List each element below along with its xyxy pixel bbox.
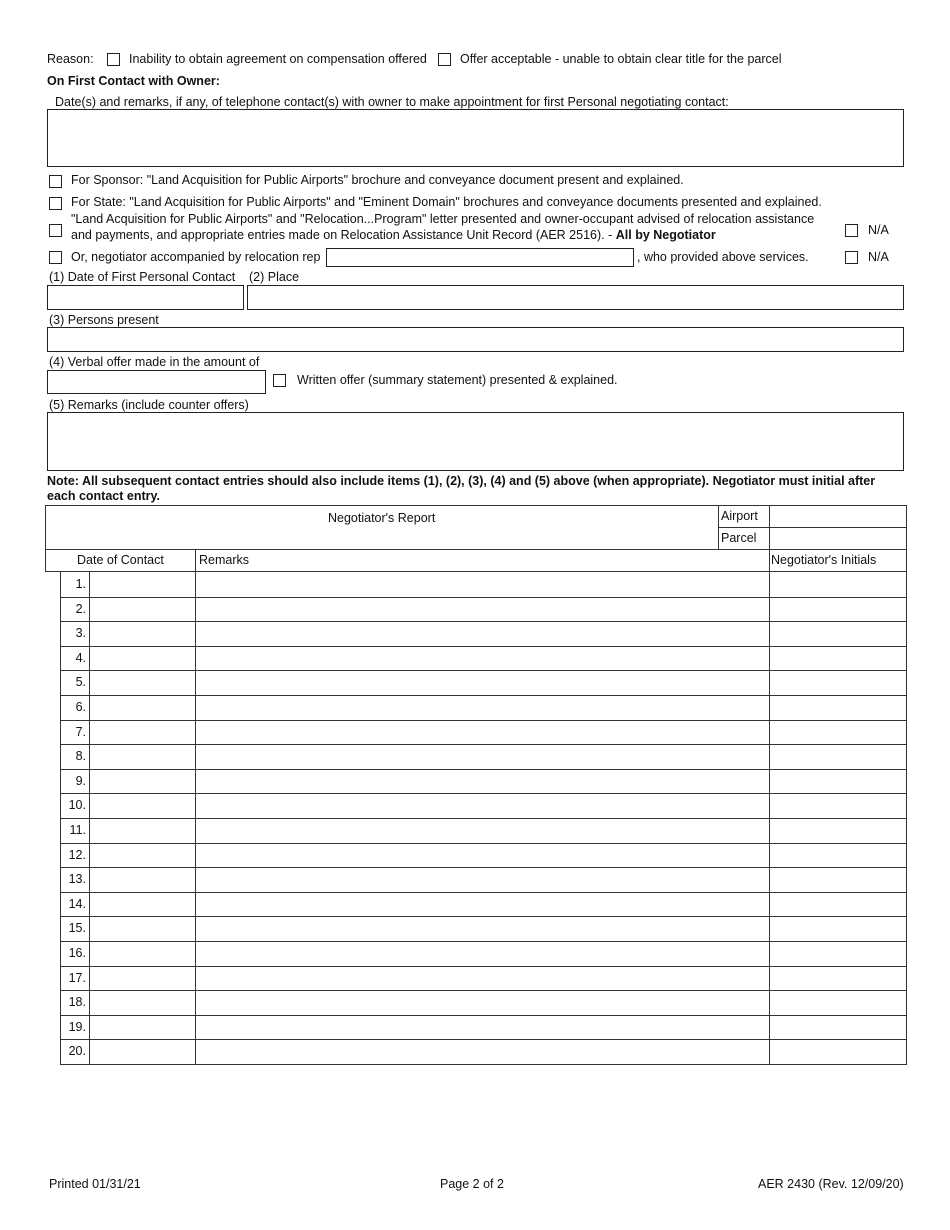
remarks-cell[interactable] (196, 844, 768, 867)
date-first-contact-input[interactable] (47, 285, 244, 310)
relocation-checkbox[interactable] (49, 224, 62, 237)
state-checkbox[interactable] (49, 197, 62, 210)
row-number: 6. (75, 700, 86, 714)
relocation-rep-label: Or, negotiator accompanied by relocation rep (71, 250, 321, 264)
date-cell[interactable] (90, 598, 194, 621)
remarks-cell[interactable] (196, 967, 768, 990)
note-line2: each contact entry. (47, 489, 161, 503)
verbal-offer-input[interactable] (47, 370, 266, 394)
col-remarks-header: Remarks (199, 553, 250, 567)
row-number: 16. (68, 946, 86, 960)
row-number: 13. (68, 872, 86, 887)
row-number: 3. (75, 626, 86, 641)
remarks-cell[interactable] (196, 696, 768, 719)
remarks-cell[interactable] (196, 917, 768, 940)
remarks-cell[interactable] (196, 622, 768, 645)
date-cell[interactable] (90, 622, 194, 645)
row-number: 1. (75, 577, 86, 591)
date-cell[interactable] (90, 573, 194, 596)
relocation-na-checkbox[interactable] (845, 224, 858, 237)
initials-cell[interactable] (770, 991, 905, 1014)
remarks-cell[interactable] (196, 819, 768, 842)
row-number: 14. (68, 896, 86, 911)
initials-cell[interactable] (770, 1040, 905, 1063)
row-number: 9. (75, 773, 86, 788)
persons-present-label: (3) Persons present (49, 313, 159, 327)
date-cell[interactable] (90, 794, 194, 817)
initials-cell[interactable] (770, 671, 905, 694)
relocation-rep-checkbox[interactable] (49, 251, 62, 264)
row-number: 8. (75, 749, 86, 764)
row-number: 15. (68, 921, 86, 936)
initials-cell[interactable] (770, 942, 905, 965)
remarks-input[interactable] (47, 412, 904, 471)
row-number: 17. (68, 970, 86, 985)
reason-label: Reason: (47, 52, 94, 66)
date-cell[interactable] (90, 770, 194, 793)
row-number: 10. (68, 798, 86, 813)
written-offer-checkbox[interactable] (273, 374, 286, 387)
remarks-cell[interactable] (196, 721, 768, 744)
initials-cell[interactable] (770, 647, 905, 670)
date-cell[interactable] (90, 1040, 194, 1063)
remarks-cell[interactable] (196, 1040, 768, 1063)
col-initials-header: Negotiator's Initials (771, 553, 877, 567)
relocation-rep-na-label: N/A (868, 250, 889, 264)
col-date-header: Date of Contact (77, 553, 164, 567)
remarks-cell[interactable] (196, 573, 768, 596)
row-number: 18. (68, 995, 86, 1010)
date-cell[interactable] (90, 917, 194, 940)
remarks-cell[interactable] (196, 942, 768, 965)
relocation-rep-input[interactable] (326, 248, 634, 267)
remarks-cell[interactable] (196, 893, 768, 916)
initials-cell[interactable] (770, 622, 905, 645)
date-cell[interactable] (90, 745, 194, 768)
who-provided-label: , who provided above services. (637, 250, 809, 264)
footer-printed: Printed 01/31/21 (49, 1177, 141, 1191)
initials-cell[interactable] (770, 917, 905, 940)
date-cell[interactable] (90, 671, 194, 694)
remarks-cell[interactable] (196, 770, 768, 793)
date-cell[interactable] (90, 819, 194, 842)
relocation-rep-na-checkbox[interactable] (845, 251, 858, 264)
initials-cell[interactable] (770, 721, 905, 744)
row-number: 5. (75, 675, 86, 690)
first-contact-heading: On First Contact with Owner: (47, 74, 220, 88)
remarks-cell[interactable] (196, 745, 768, 768)
initials-cell[interactable] (770, 794, 905, 817)
date-cell[interactable] (90, 967, 194, 990)
table-grid-line (906, 549, 907, 1064)
reason-compensation-label: Inability to obtain agreement on compensation offered (129, 52, 427, 66)
report-title: Negotiator's Report (328, 511, 436, 525)
date-cell[interactable] (90, 942, 194, 965)
sponsor-checkbox[interactable] (49, 175, 62, 188)
initials-cell[interactable] (770, 770, 905, 793)
remarks-label: (5) Remarks (include counter offers) (49, 398, 249, 412)
footer-page: Page 2 of 2 (440, 1177, 504, 1191)
parcel-input[interactable] (771, 529, 905, 548)
row-divider (60, 1064, 907, 1065)
date-cell[interactable] (90, 844, 194, 867)
date-cell[interactable] (90, 1016, 194, 1039)
place-input[interactable] (247, 285, 904, 310)
initials-cell[interactable] (770, 745, 905, 768)
row-number: 2. (75, 601, 86, 616)
airport-label: Airport (721, 509, 758, 523)
relocation-text-line2 (71, 228, 716, 242)
remarks-cell[interactable] (196, 991, 768, 1014)
date-cell[interactable] (90, 868, 194, 891)
row-number: 12. (68, 847, 86, 862)
remarks-cell[interactable] (196, 868, 768, 891)
initials-cell[interactable] (770, 598, 905, 621)
initials-cell[interactable] (770, 844, 905, 867)
phone-contact-prompt: Date(s) and remarks, if any, of telephone contact(s) with owner to make appointment for first Personal negotiating contact: (55, 95, 729, 109)
sponsor-text: For Sponsor: "Land Acquisition for Public Airports" brochure and conveyance document present and explained. (71, 173, 684, 187)
date-cell[interactable] (90, 721, 194, 744)
relocation-na-label: N/A (868, 223, 889, 237)
reason-compensation-checkbox[interactable] (107, 53, 120, 66)
remarks-cell[interactable] (196, 1016, 768, 1039)
row-number: 20. (68, 1044, 86, 1059)
initials-cell[interactable] (770, 868, 905, 891)
date-cell[interactable] (90, 647, 194, 670)
persons-present-input[interactable] (47, 327, 904, 352)
place-label: (2) Place (249, 270, 300, 284)
state-text: For State: "Land Acquisition for Public Airports" and "Eminent Domain" brochures and conveyance documents presented and explained. (71, 195, 822, 209)
reason-clear-title-checkbox[interactable] (438, 53, 451, 66)
initials-cell[interactable] (770, 819, 905, 842)
remarks-cell[interactable] (196, 794, 768, 817)
relocation-text: and payments, and appropriate entries made on Relocation Assistance Unit Record (AER 2516). - (71, 228, 616, 242)
relocation-bold: All by Negotiator (615, 228, 716, 242)
written-offer-label: Written offer (summary statement) presented & explained. (297, 373, 618, 387)
initials-cell[interactable] (770, 967, 905, 990)
verbal-offer-label: (4) Verbal offer made in the amount of (49, 355, 260, 369)
note-line1: Note: All subsequent contact entries should also include items (1), (2), (3), (4) and (5) above (when appropriate). Negotiator must initial after (47, 474, 876, 488)
remarks-cell[interactable] (196, 647, 768, 670)
remarks-cell[interactable] (196, 598, 768, 621)
parcel-label: Parcel (721, 531, 757, 545)
phone-contact-field[interactable] (47, 109, 904, 167)
footer-form: AER 2430 (Rev. 12/09/20) (758, 1177, 904, 1191)
date-first-contact-label: (1) Date of First Personal Contact (49, 270, 236, 284)
row-number: 4. (75, 650, 86, 665)
airport-input[interactable] (771, 507, 905, 526)
initials-cell[interactable] (770, 573, 905, 596)
row-number: 11. (69, 823, 86, 837)
initials-cell[interactable] (770, 1016, 905, 1039)
initials-cell[interactable] (770, 696, 905, 719)
reason-clear-title-label: Offer acceptable - unable to obtain clear title for the parcel (460, 52, 782, 66)
relocation-text-line1: "Land Acquisition for Public Airports" and "Relocation...Program" letter presented and owner-occupant advised of relocation assistance (71, 212, 815, 226)
row-number: 7. (75, 724, 86, 739)
row-number: 19. (68, 1019, 86, 1034)
remarks-cell[interactable] (196, 671, 768, 694)
date-cell[interactable] (90, 991, 194, 1014)
date-cell[interactable] (90, 893, 194, 916)
initials-cell[interactable] (770, 893, 905, 916)
date-cell[interactable] (90, 696, 194, 719)
